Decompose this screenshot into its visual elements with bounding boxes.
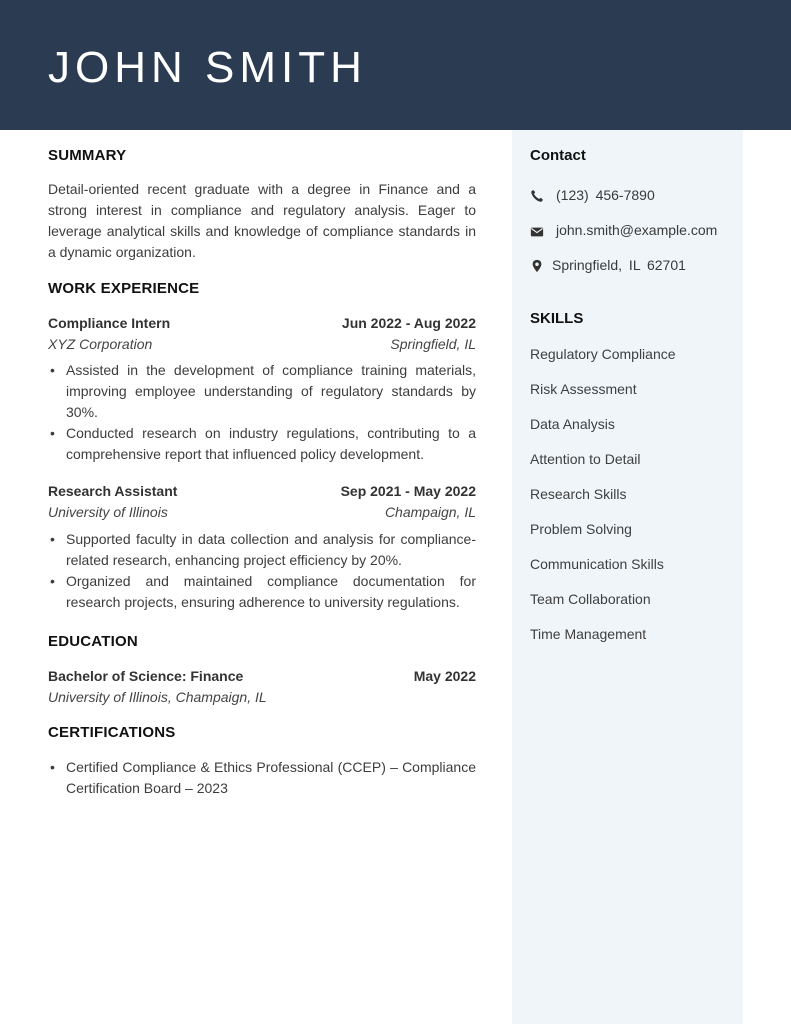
job-title: Compliance Intern <box>48 315 171 331</box>
skill-item: Risk Assessment <box>530 381 637 397</box>
summary-text: Detail-oriented recent graduate with a degree in Finance and a strong interest in compliance and regulatory analysis. Eager to leverage analytical skills and knowledge of compliance standards in a dynamic organization. <box>48 181 476 260</box>
job-bullets <box>48 529 476 613</box>
skill-item: Regulatory Compliance <box>530 346 676 362</box>
skill-item: Research Skills <box>530 486 627 502</box>
candidate-name: JOHN SMITH <box>48 43 367 92</box>
job-bullet: • Supported faculty in data collection and analysis for compliance-related research, enhancing project efficiency by 20%. <box>48 529 476 571</box>
certification-list <box>48 757 476 799</box>
job-bullets <box>48 360 476 465</box>
skill-item: Communication Skills <box>530 556 664 572</box>
job-header <box>48 483 476 503</box>
location-text: Springfield, IL 62701 <box>552 257 686 273</box>
job-location: Springfield, IL <box>390 336 476 352</box>
skill-item: Problem Solving <box>530 521 632 537</box>
job-bullet: • Organized and maintained compliance documentation for research projects, ensuring adherence to university regulations. <box>48 571 476 613</box>
job-header <box>48 315 476 335</box>
phone-text: (123) 456-7890 <box>556 187 655 203</box>
skill-item: Time Management <box>530 626 647 642</box>
envelope-icon <box>530 225 544 239</box>
certification-item: • Certified Compliance & Ethics Professional (CCEP) – Compliance Certification Board – 2023 <box>48 757 476 799</box>
education-header <box>48 668 476 688</box>
certifications-heading: CERTIFICATIONS <box>48 724 176 741</box>
job-subheader <box>48 504 476 524</box>
job-company: University of Illinois <box>48 504 168 520</box>
work-experience-heading: WORK EXPERIENCE <box>48 280 200 297</box>
contact-heading: Contact <box>530 147 586 164</box>
skill-item: Team Collaboration <box>530 591 651 607</box>
graduation-date: May 2022 <box>413 668 476 684</box>
education-heading: EDUCATION <box>48 633 138 650</box>
email-text: john.smith@example.com <box>556 222 718 238</box>
degree: Bachelor of Science: Finance <box>48 668 244 684</box>
map-pin-icon <box>530 259 544 273</box>
job-bullet: • Assisted in the development of compliance training materials, improving employee understanding of regulatory standards by 30%. <box>48 360 476 423</box>
job-location: Champaign, IL <box>384 504 476 520</box>
summary-heading: SUMMARY <box>48 147 127 164</box>
phone-icon <box>530 189 544 203</box>
job-dates: Jun 2022 - Aug 2022 <box>341 315 476 331</box>
job-bullet: • Conducted research on industry regulations, contributing to a comprehensive report that influenced policy development. <box>48 423 476 465</box>
skills-heading: SKILLS <box>530 310 584 327</box>
skill-item: Attention to Detail <box>530 451 641 467</box>
education-subheader <box>48 689 476 709</box>
job-dates: Sep 2021 - May 2022 <box>340 483 476 499</box>
job-company: XYZ Corporation <box>48 336 153 352</box>
school: University of Illinois, Champaign, IL <box>48 689 267 705</box>
skill-item: Data Analysis <box>530 416 615 432</box>
job-title: Research Assistant <box>48 483 178 499</box>
job-subheader <box>48 336 476 356</box>
header-banner <box>0 0 791 130</box>
